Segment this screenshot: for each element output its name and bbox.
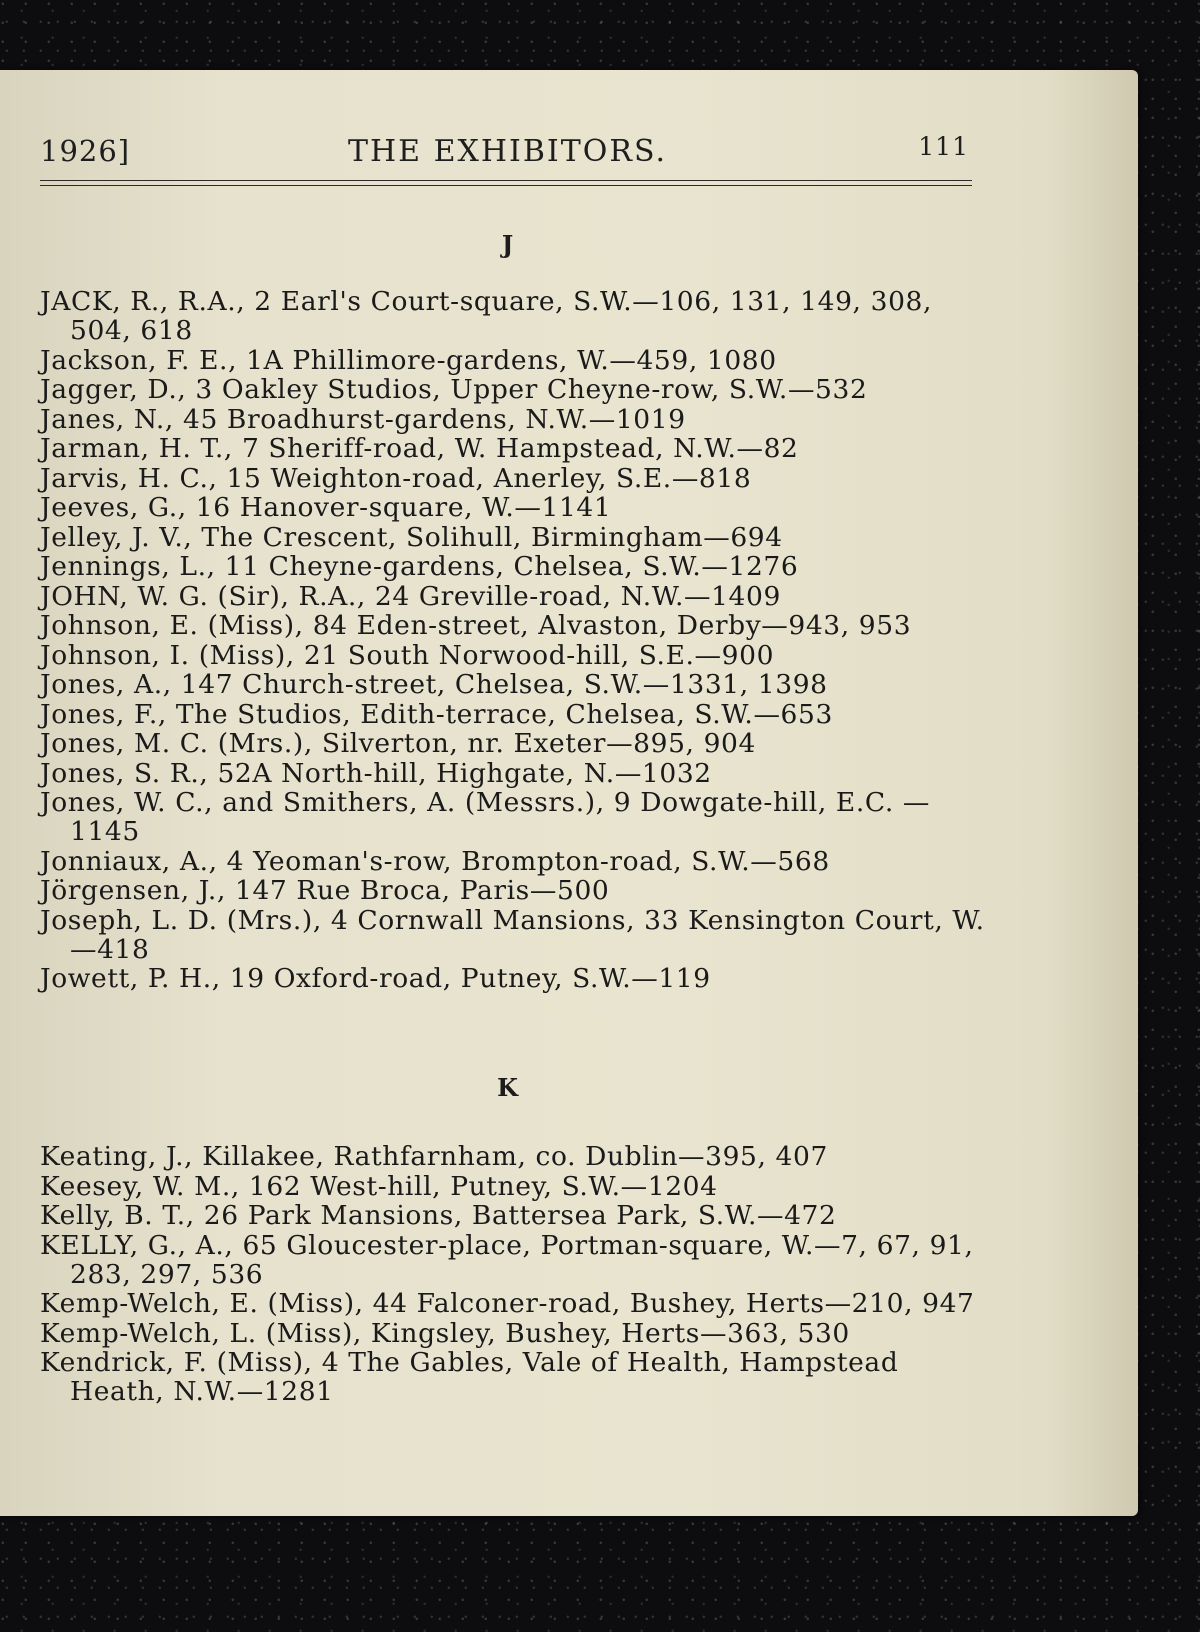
entry-kelly-g: KELLY, G., A., 65 Gloucester-place, Portman-square, W.—7, 67, 91, 283, 297, 536 <box>40 1229 974 1290</box>
header-title: THE EXHIBITORS. <box>348 134 667 169</box>
entry-jones-a: Jones, A., 147 Church-street, Chelsea, S.W.—1331, 1398 <box>40 669 828 700</box>
section-letter-k: K <box>497 1073 518 1102</box>
entry-jones-sr: Jones, S. R., 52A North-hill, Highgate, N.—1032 <box>40 757 712 789</box>
entry-janes: Janes, N., 45 Broadhurst-gardens, N.W.—1019 <box>40 403 686 435</box>
entry-jarvis: Jarvis, H. C., 15 Weighton-road, Anerley, S.E.—818 <box>40 462 752 494</box>
entry-jorgensen: Jörgensen, J., 147 Rue Broca, Paris—500 <box>40 875 610 906</box>
entry-john: JOHN, W. G. (Sir), R.A., 24 Greville-road, N.W.—1409 <box>40 580 781 612</box>
header-rule-top <box>40 180 972 181</box>
section-k-entries <box>40 1142 990 1407</box>
book-page <box>0 70 1138 1516</box>
entry-kemp-welch-l: Kemp-Welch, L. (Miss), Kingsley, Bushey, Herts—363, 530 <box>40 1317 850 1349</box>
entry-jagger: Jagger, D., 3 Oakley Studios, Upper Cheyne-row, S.W.—532 <box>40 374 868 405</box>
entry-jowett: Jowett, P. H., 19 Oxford-road, Putney, S.W.—119 <box>40 963 711 994</box>
entry-jones-wc: Jones, W. C., and Smithers, A. (Messrs.), 9 Dowgate-hill, E.C. —1145 <box>40 787 930 847</box>
entry-keesey: Keesey, W. M., 162 West-hill, Putney, S.W.—1204 <box>40 1170 718 1202</box>
entry-johnson-i: Johnson, I. (Miss), 21 South Norwood-hill, S.E.—900 <box>40 639 775 671</box>
entry-kendrick: Kendrick, F. (Miss), 4 The Gables, Vale of Health, Hampstead Heath, N.W.—1281 <box>40 1347 899 1407</box>
entry-jones-mc: Jones, M. C. (Mrs.), Silverton, nr. Exeter—895, 904 <box>40 728 756 759</box>
entry-jackson: Jackson, F. E., 1A Phillimore-gardens, W.—459, 1080 <box>40 344 777 376</box>
entry-jack: JACK, R., R.A., 2 Earl's Court-square, S.W.—106, 131, 149, 308, 504, 618 <box>40 286 933 346</box>
section-letter-j: J <box>501 230 514 259</box>
entry-jonniaux: Jonniaux, A., 4 Yeoman's-row, Brompton-road, S.W.—568 <box>40 845 830 877</box>
header-rule-bottom <box>40 185 972 186</box>
section-j-entries <box>40 287 990 994</box>
entry-jelley: Jelley, J. V., The Crescent, Solihull, Birmingham—694 <box>40 521 783 553</box>
header-page-number: 111 <box>918 132 969 161</box>
entry-jarman: Jarman, H. T., 7 Sheriff-road, W. Hampstead, N.W.—82 <box>40 433 799 464</box>
entry-jennings: Jennings, L., 11 Cheyne-gardens, Chelsea, S.W.—1276 <box>40 551 799 582</box>
entry-keating: Keating, J., Killakee, Rathfarnham, co. Dublin—395, 407 <box>40 1141 828 1172</box>
entry-johnson-e: Johnson, E. (Miss), 84 Eden-street, Alvaston, Derby—943, 953 <box>40 610 912 641</box>
entry-kelly-bt: Kelly, B. T., 26 Park Mansions, Battersea Park, S.W.—472 <box>40 1200 837 1231</box>
entry-joseph: Joseph, L. D. (Mrs.), 4 Cornwall Mansions, 33 Kensington Court, W.—418 <box>40 904 985 965</box>
entry-kemp-welch-e: Kemp-Welch, E. (Miss), 44 Falconer-road, Bushey, Herts—210, 947 <box>40 1288 975 1319</box>
entry-jeeves: Jeeves, G., 16 Hanover-square, W.—1141 <box>40 492 612 523</box>
page-header <box>40 132 975 172</box>
entry-jones-f: Jones, F., The Studios, Edith-terrace, Chelsea, S.W.—653 <box>40 698 833 730</box>
header-year: 1926] <box>40 134 131 168</box>
